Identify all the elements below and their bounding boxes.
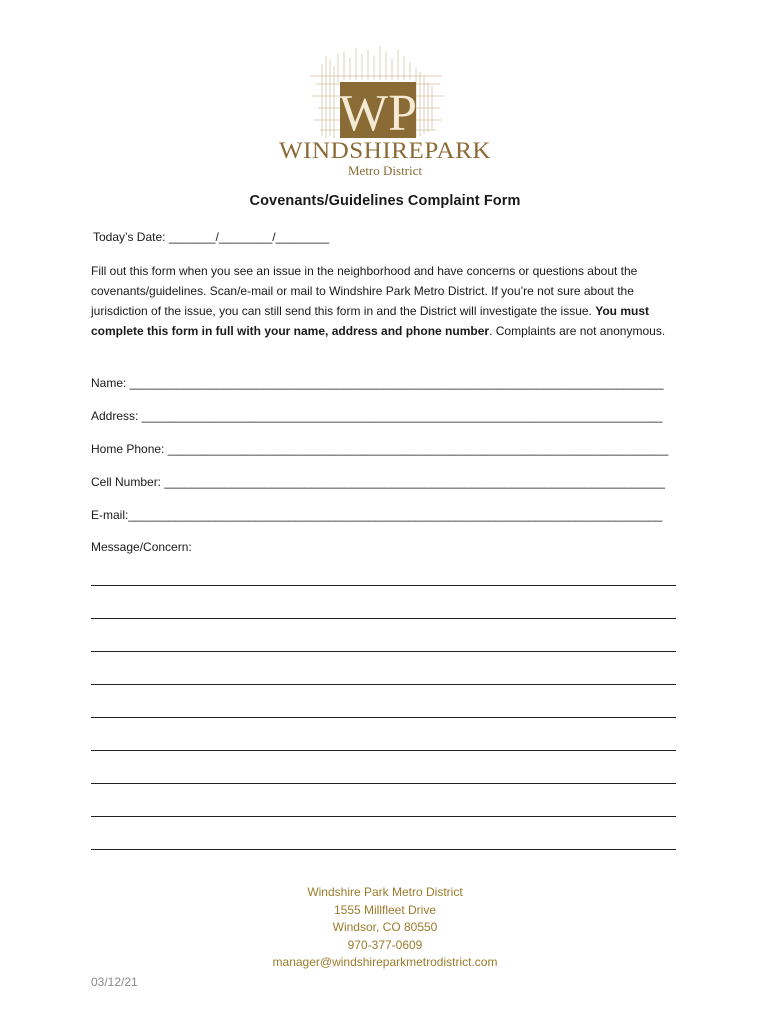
- revision-date: 03/12/21: [91, 975, 138, 989]
- intro-text: Fill out this form when you see an issue in the neighborhood and have concerns or questions about the covenants/guidelines. Scan/e-mail or mail to Windshire Park Metro District. If you’re not sure about the jurisdiction of the issue, you can still send this form in and the District will investigate the issue.: [91, 264, 638, 318]
- address-field[interactable]: Address: ______________________________________________________________________________: [91, 409, 663, 423]
- message-line[interactable]: [91, 849, 676, 850]
- home-phone-field[interactable]: Home Phone: ___________________________________________________________________________: [91, 442, 669, 456]
- footer-street: 1555 Millfleet Drive: [333, 902, 437, 917]
- intro-bold-requirement: You must complete this form in full with your name, address and phone number: [91, 304, 650, 338]
- message-line[interactable]: [91, 585, 676, 586]
- intro-paragraph: [91, 261, 691, 341]
- message-line[interactable]: [91, 816, 676, 817]
- email-field[interactable]: E-mail:________________________________________________________________________________: [91, 508, 663, 522]
- logo-tagline: Metro District: [347, 163, 423, 178]
- message-line[interactable]: [91, 750, 676, 751]
- todays-date-line[interactable]: Today’s Date: _______/________/________: [93, 230, 329, 244]
- contact-footer: [0, 884, 770, 972]
- message-line[interactable]: [91, 684, 676, 685]
- intro-text-end: . Complaints are not anonymous.: [489, 324, 666, 338]
- message-line[interactable]: [91, 618, 676, 619]
- form-title: Covenants/Guidelines Complaint Form: [249, 193, 521, 209]
- footer-email[interactable]: manager@windshireparkmetrodistrict.com: [272, 955, 498, 969]
- message-line[interactable]: [91, 783, 676, 784]
- windshire-park-logo: [270, 46, 500, 178]
- message-concern-label: Message/Concern:: [91, 540, 192, 554]
- logo-monogram: WP: [339, 85, 417, 142]
- footer-phone: 970-377-0609: [347, 937, 423, 952]
- cell-number-field[interactable]: Cell Number: ___________________________________________________________________________: [91, 475, 665, 489]
- footer-org: Windshire Park Metro District: [307, 885, 463, 899]
- footer-city: Windsor, CO 80550: [332, 920, 438, 934]
- message-line[interactable]: [91, 717, 676, 718]
- logo-graphic: [270, 46, 500, 178]
- name-field[interactable]: Name: ________________________________________________________________________________: [91, 376, 664, 390]
- logo-wordmark: WINDSHIREPARK: [279, 138, 491, 163]
- message-line[interactable]: [91, 651, 676, 652]
